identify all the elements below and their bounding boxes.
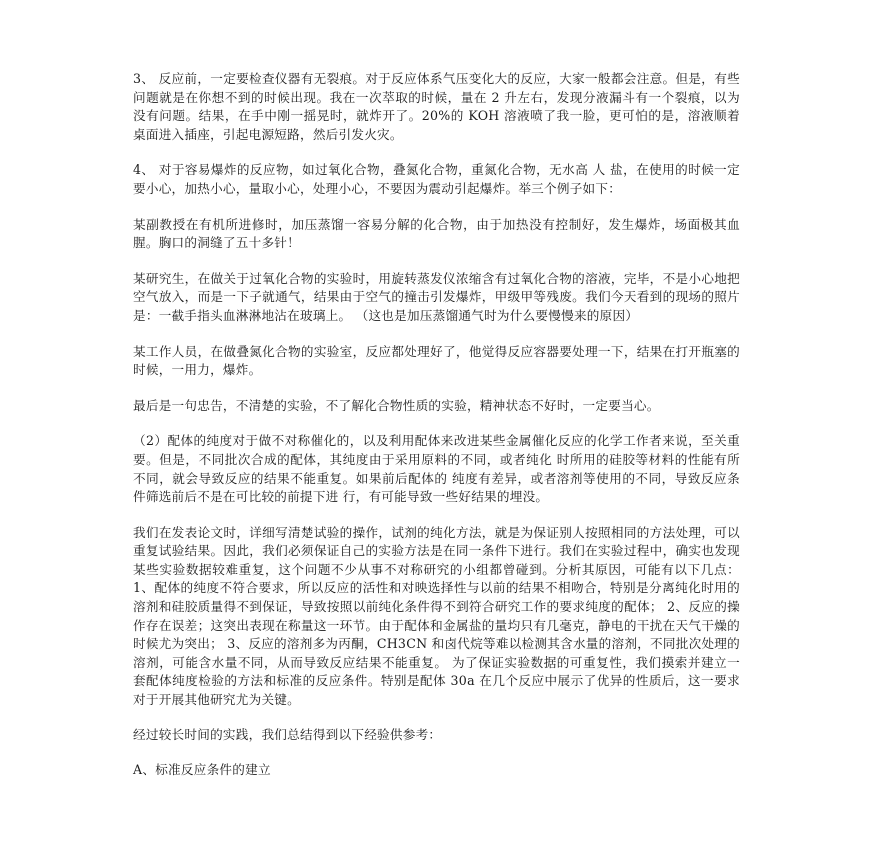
paragraph-explosive-reactants: 4、 对于容易爆炸的反应物，如过氧化合物，叠氮化合物，重氮化合物，无水高 人 盐，在使用的时候一定要小心，加热小心，量取小心，处理小心，不要因为震动引起爆炸。举三个例子如下： — [133, 162, 740, 196]
paragraph-reactor-check: 3、 反应前，一定要检查仪器有无裂痕。对于反应体系气压变化大的反应，大家一般都会注意。但是，有些问题就是在你想不到的时候出现。我在一次萃取的时候，量在 2 升左右，发现分液漏斗有一个裂痕，以为没有问题。结果，在手中刚一摇晃时，就炸开了。20%的 KOH 溶液喷了我一脸，更可怕的是，溶液顺着桌面进入插座，引起电源短路，然后引发火灾。 — [133, 71, 740, 142]
paragraph-final-advice: 最后是一句忠告，不清楚的实验，不了解化合物性质的实验，精神状态不好时，一定要当心。 — [133, 397, 660, 413]
paragraph-ligand-purity: （2）配体的纯度对于做不对称催化的，以及利用配体来改进某些金属催化反应的化学工作者来说，至关重要。但是，不同批次合成的配体，其纯度由于采用原料的不同，或者纯化 时所用的硅胶等材料的性能有所不同，就会导致反应的结果不能重复。如果前后配体的 纯度有差异，或者溶剂等使用的不同，导致反应条件筛选前后不是在可比较的前提下进 行，有可能导致一些好结果的埋没。 — [133, 433, 740, 505]
paragraph-example-graduate-student: 某研究生，在做关于过氧化合物的实验时，用旋转蒸发仪浓缩含有过氧化合物的溶液，完毕，不是小心地把空气放入，而是一下子就通气，结果由于空气的撞击引发爆炸，甲级甲等残废。我们今天看到的现场的照片是：一截手指头血淋淋地沾在玻璃上。 （这也是加压蒸馏通气时为什么要慢慢来的原因） — [133, 270, 740, 323]
paragraph-example-staff-member: 某工作人员，在做叠氮化合物的实验室，反应都处理好了，他觉得反应容器要处理一下，结果在打开瓶塞的时候，一用力，爆炸。 — [133, 343, 740, 378]
paragraph-reproducibility: 我们在发表论文时，详细写清楚试验的操作，试剂的纯化方法，就是为保证别人按照相同的方法处理，可以重复试验结果。因此，我们必须保证自己的实验方法是在同一条件下进行。我们在实验过程中，确实也发现某些实验数据较难重复，这个问题不少从事不对称研究的小组都曾碰到。分析其原因，可能有以下几点： 1、配体的纯度不符合要求，所以反应的活性和对映选择性与以前的结果不相吻合，特别是分离纯化时用的溶剂和硅胶质量得不到保证，导致按照以前纯化条件得不到符合研究工作的要求纯度的配体； 2、反应的操作存在误差；这突出表现在称量这一环节。由于配体和金属盐的量均只有几毫克，静电的干扰在天气干燥的时候尤为突出； 3、反应的溶剂多为丙酮，CH3CN 和卤代烷等难以检测其含水量的溶剂，不同批次处理的溶剂，可能含水量不同，从而导致反应结果不能重复。 为了保证实验数据的可重复性，我们摸索并建立一套配体纯度检验的方法和标准的反应条件。特别是配体 30a 在几个反应中展示了优异的性质后，这一要求对于开展其他研究尤为关键。 — [133, 524, 740, 708]
paragraph-experience-intro: 经过较长时间的实践，我们总结得到以下经验供参考： — [133, 726, 442, 742]
section-heading-standard-conditions: A、标准反应条件的建立 — [133, 762, 271, 778]
paragraph-example-associate-professor: 某副教授在有机所进修时，加压蒸馏一容易分解的化合物，由于加热没有控制好，发生爆炸，场面极其血腥。胸口的洞缝了五十多针！ — [133, 216, 740, 251]
